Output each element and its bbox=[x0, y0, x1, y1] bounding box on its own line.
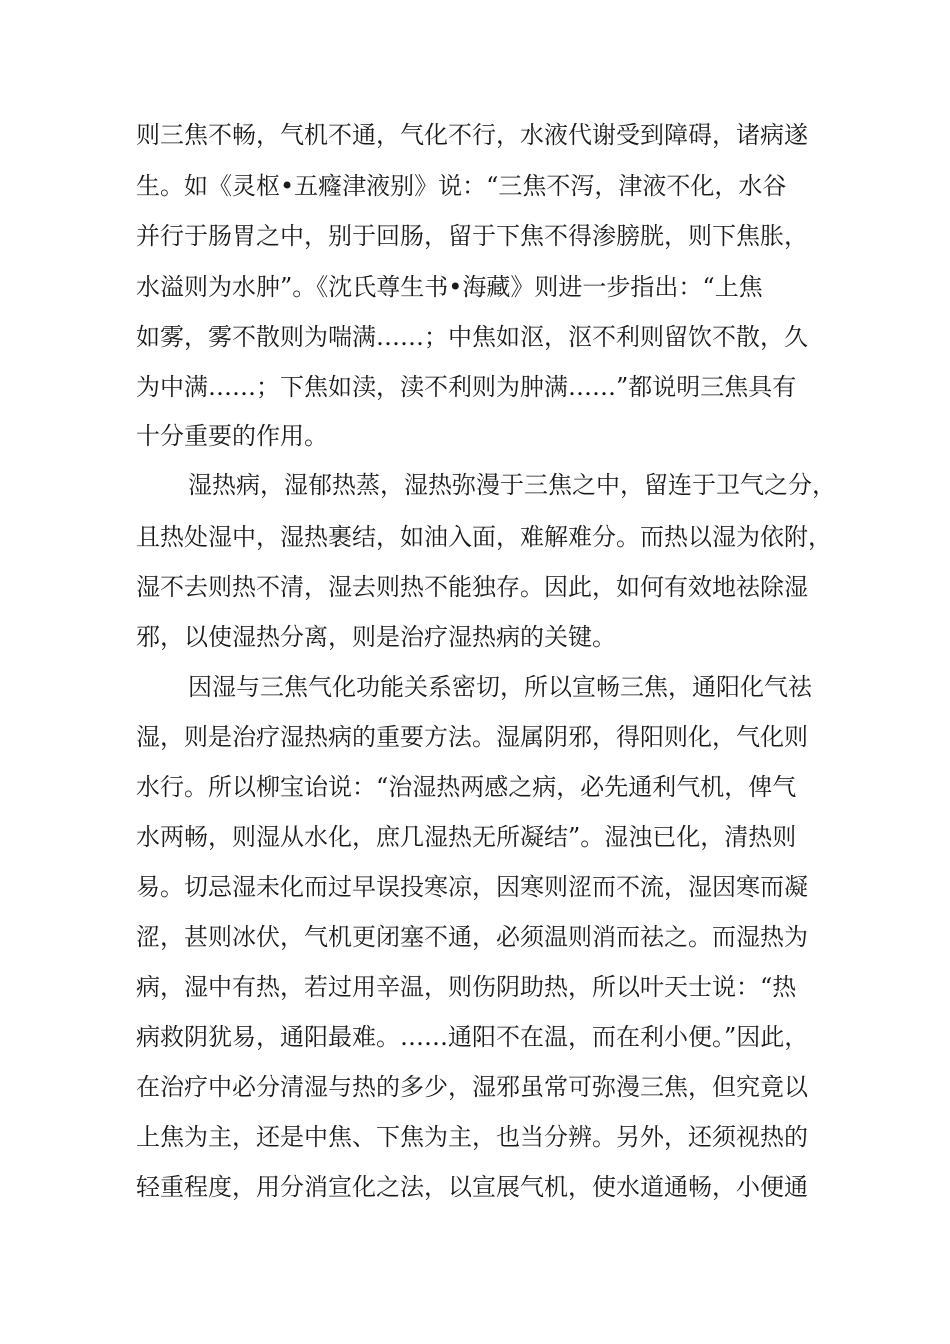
text-line: 涩，甚则冰伏，气机更闭塞不通，必须温则消而祛之。而湿热为 bbox=[136, 923, 808, 951]
text-line: 在治疗中必分清湿与热的多少，湿邪虽常可弥漫三焦，但究竟以 bbox=[136, 1073, 808, 1101]
text-line: 生。如《灵枢•五癃津液别》说：“三焦不泻，津液不化，水谷 bbox=[136, 172, 787, 200]
text-line: 上焦为主，还是中焦、下焦为主，也当分辨。另外，还须视热的 bbox=[136, 1123, 808, 1151]
text-line: 为中满……；下焦如渎，渎不利则为肿满……”都说明三焦具有 bbox=[136, 373, 797, 401]
paragraph-first-line: 因湿与三焦气化功能关系密切，所以宣畅三焦，通阳化气祛 bbox=[188, 673, 812, 701]
text-line: 且热处湿中，湿热裹结，如油入面，难解难分。而热以湿为依附， bbox=[136, 523, 832, 551]
text-line: 易。切忌湿未化而过早误投寒凉，因寒则涩而不流，湿因寒而凝 bbox=[136, 873, 808, 901]
text-line: 十分重要的作用。 bbox=[136, 422, 328, 450]
text-line: 病救阴犹易，通阳最难。……通阳不在温，而在利小便。”因此， bbox=[136, 1023, 809, 1051]
text-line: 水溢则为水肿”。《沈氏尊生书•海藏》则进一步指出：“上焦 bbox=[136, 273, 763, 301]
text-line: 邪，以使湿热分离，则是治疗湿热病的关键。 bbox=[136, 623, 616, 651]
text-line: 则三焦不畅，气机不通，气化不行，水液代谢受到障碍，诸病遂 bbox=[136, 121, 808, 149]
paragraph-first-line: 湿热病，湿郁热蒸，湿热弥漫于三焦之中，留连于卫气之分， bbox=[188, 471, 836, 499]
text-line: 病，湿中有热，若过用辛温，则伤阴助热，所以叶天士说：“热 bbox=[136, 973, 797, 1001]
text-line: 水行。所以柳宝诒说：“治湿热两感之病，必先通利气机，俾气 bbox=[136, 773, 797, 801]
text-line: 水两畅，则湿从水化，庶几湿热无所凝结”。湿浊已化，清热则 bbox=[136, 823, 797, 851]
text-line: 湿，则是治疗湿热病的重要方法。湿属阴邪，得阳则化，气化则 bbox=[136, 723, 808, 751]
text-line: 并行于肠胃之中，别于回肠，留于下焦不得渗膀胱，则下焦胀， bbox=[136, 222, 808, 250]
text-line: 如雾，雾不散则为喘满……；中焦如沤，沤不利则留饮不散，久 bbox=[136, 323, 808, 351]
text-line: 湿不去则热不清，湿去则热不能独存。因此，如何有效地祛除湿 bbox=[136, 573, 808, 601]
text-line: 轻重程度，用分消宣化之法，以宣展气机，使水道通畅，小便通 bbox=[136, 1173, 808, 1201]
